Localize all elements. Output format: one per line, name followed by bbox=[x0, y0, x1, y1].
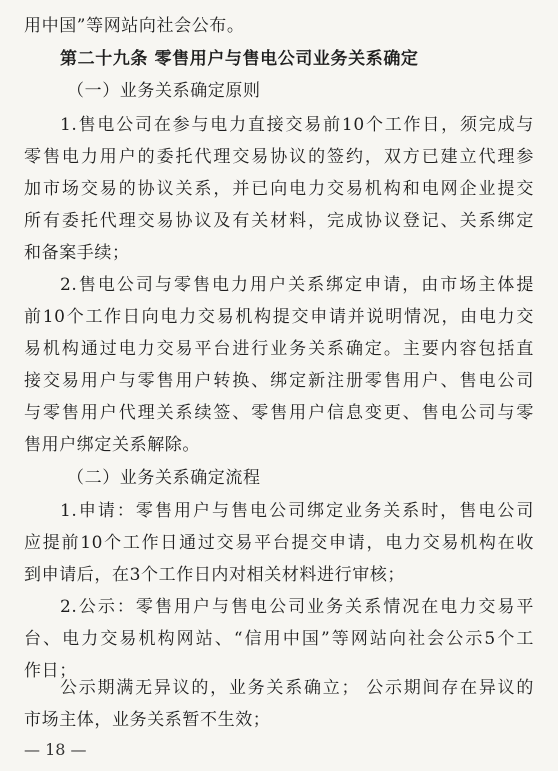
text-line: 应提前10个工作日通过交易平台提交申请，电力交易机构在收 bbox=[24, 533, 534, 553]
text-line: 接交易用户与零售用户转换、绑定新注册零售用户、售电公司 bbox=[24, 371, 534, 391]
text-line: 零售电力用户的委托代理交易协议的签约，双方已建立代理参 bbox=[24, 147, 534, 167]
section-heading: （二）业务关系确定流程 bbox=[67, 468, 261, 488]
page-number: — 18 — bbox=[24, 740, 87, 759]
text-line: 前10个工作日向电力交易机构提交申请并说明情况，由电力交 bbox=[24, 307, 534, 327]
article-heading: 第二十九条 零售用户与售电公司业务关系确定 bbox=[60, 49, 419, 69]
text-line: 2.售电公司与零售电力用户关系绑定申请，由市场主体提 bbox=[60, 275, 534, 295]
text-line: 和备案手续； bbox=[24, 243, 130, 263]
text-line: 台、电力交易机构网站、“信用中国”等网站向社会公示5个工 bbox=[24, 629, 534, 649]
text-line: 与零售用户代理关系续签、零售用户信息变更、售电公司与零 bbox=[24, 403, 534, 423]
text-line: 易机构通过电力交易平台进行业务关系确定。主要内容包括直 bbox=[24, 339, 534, 359]
section-heading: （一）业务关系确定原则 bbox=[67, 81, 261, 101]
text-line: 作日； bbox=[24, 661, 77, 681]
text-line: 用中国”等网站向社会公布。 bbox=[24, 16, 245, 36]
text-line: 售用户绑定关系解除。 bbox=[24, 435, 200, 455]
text-line: 市场主体，业务关系暂不生效； bbox=[24, 710, 271, 730]
text-line: 所有委托代理交易协议及有关材料，完成协议登记、关系绑定 bbox=[24, 211, 534, 231]
text-line: 1.申请：零售用户与售电公司绑定业务关系时，售电公司 bbox=[60, 501, 534, 521]
text-line: 1.售电公司在参与电力直接交易前10个工作日，须完成与 bbox=[60, 115, 534, 135]
text-line: 加市场交易的协议关系，并已向电力交易机构和电网企业提交 bbox=[24, 179, 534, 199]
text-line: 公示期满无异议的，业务关系确立； 公示期间存在异议的 bbox=[60, 678, 534, 698]
text-line: 2.公示：零售用户与售电公司业务关系情况在电力交易平 bbox=[60, 597, 534, 617]
text-line: 到申请后，在3个工作日内对相关材料进行审核； bbox=[24, 565, 406, 585]
